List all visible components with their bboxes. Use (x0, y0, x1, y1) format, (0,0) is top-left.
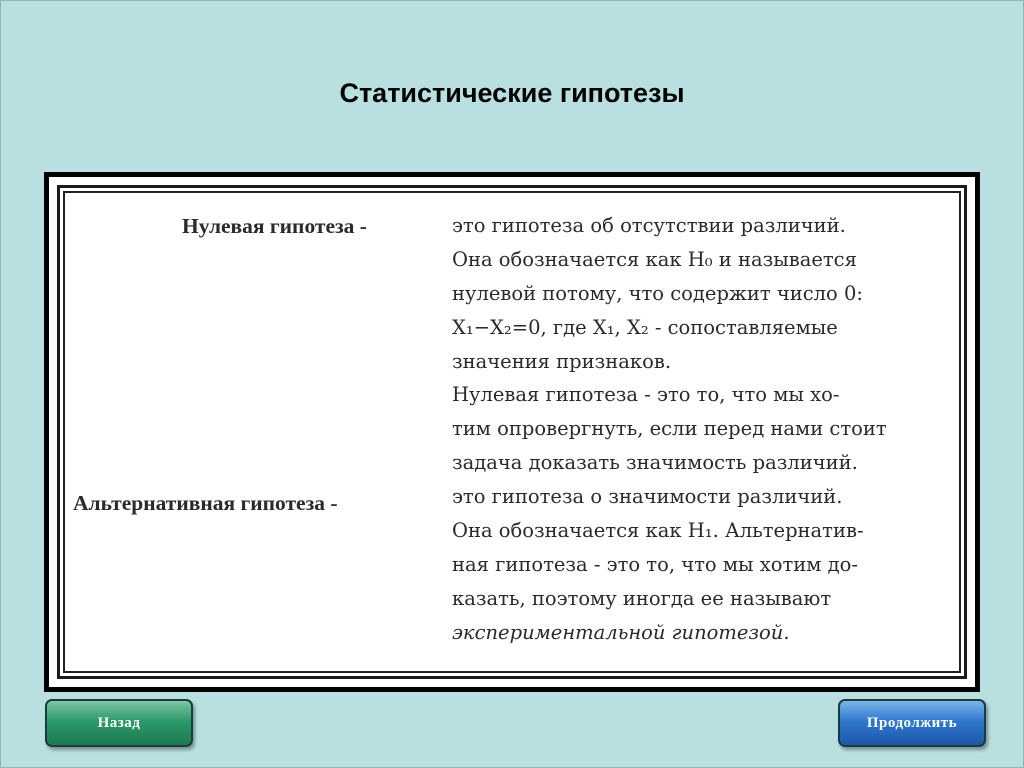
alternative-hypothesis-term: Альтернативная гипотеза - (73, 491, 338, 515)
definition-line: нулевой потому, что содержит число 0: (452, 281, 863, 305)
content-box (44, 172, 980, 692)
definition-line: экспериментальной гипотезой. (452, 620, 790, 644)
slide-title: Статистические гипотезы (339, 78, 685, 108)
definition-line: казать, поэтому иногда ее называют (452, 586, 832, 610)
definition-line: тим опровергнуть, если перед нами стоит (452, 417, 887, 441)
definition-line: это гипотеза об отсутствии различий. (452, 214, 846, 237)
definition-line: это гипотеза о значимости различий. (452, 485, 843, 509)
null-hypothesis-term: Нулевая гипотеза - (182, 214, 367, 238)
continue-button[interactable]: Продолжить (838, 699, 986, 747)
definition-line: Она обозначается как H₀ и называется (452, 247, 857, 271)
definition-line: значения признаков. (452, 349, 672, 373)
definition-line: ная гипотеза - это то, что мы хотим до- (452, 552, 858, 576)
definition-line: задача доказать значимость различий. (452, 451, 858, 475)
back-button[interactable]: Назад (45, 699, 193, 747)
definition-text (452, 209, 887, 650)
definition-line: Нулевая гипотеза - это то, что мы хо- (452, 383, 840, 407)
definition-line: Она обозначается как H₁. Альтернатив- (452, 519, 864, 543)
content-box-inner (49, 177, 975, 687)
definition-line: X₁−X₂=0, где X₁, X₂ - сопоставляемые (452, 315, 838, 339)
